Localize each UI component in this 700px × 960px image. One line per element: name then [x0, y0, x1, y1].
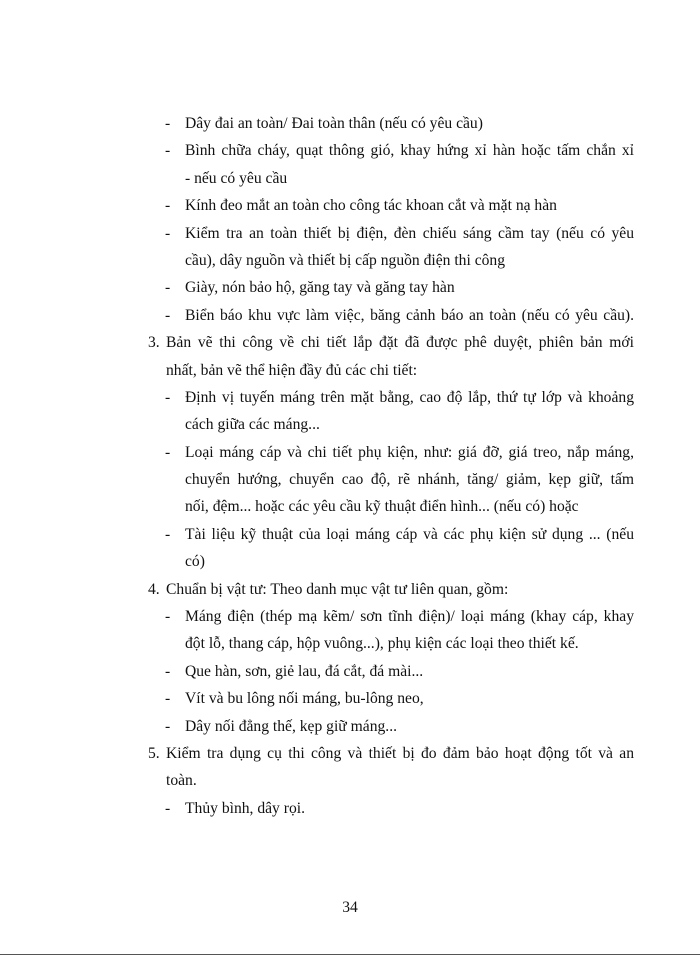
- line-text: Bình chữa cháy, quạt thông gió, khay hứng xỉ hàn hoặc tấm chắn xỉ: [185, 142, 634, 160]
- line-text: cầu), dây nguồn và thiết bị cấp nguồn điện thi công: [185, 251, 506, 269]
- bullet-item: [148, 521, 634, 548]
- bullet-item: [148, 713, 634, 740]
- line-text: toàn.: [166, 772, 197, 790]
- numbered-item: [148, 740, 634, 767]
- line-text: Kính đeo mắt an toàn cho công tác khoan cắt và mặt nạ hàn: [185, 197, 557, 215]
- bullet-item: [148, 685, 634, 712]
- continuation-line: [148, 493, 634, 520]
- bullet-dash: -: [165, 717, 171, 735]
- bullet-item: [148, 274, 634, 301]
- bullet-dash: -: [165, 306, 171, 324]
- bullet-item: [148, 658, 634, 685]
- continuation-line: [148, 767, 634, 794]
- bullet-dash: -: [165, 443, 171, 461]
- line-text: Kiểm tra dụng cụ thi công và thiết bị đo đảm bảo hoạt động tốt và an: [166, 744, 634, 762]
- numbered-item: [148, 576, 634, 603]
- bullet-dash: -: [165, 690, 171, 708]
- numbered-item: [148, 329, 634, 356]
- line-text: - nếu có yêu cầu: [185, 169, 288, 187]
- line-text: Dây đai an toàn/ Đai toàn thân (nếu có yêu cầu): [185, 115, 483, 132]
- item-number: 4.: [148, 580, 160, 598]
- line-text: nhất, bản vẽ thể hiện đầy đủ các chi tiết:: [166, 361, 418, 379]
- bullet-dash: -: [165, 142, 171, 160]
- line-text: Vít và bu lông nối máng, bu-lông neo,: [185, 690, 424, 708]
- bullet-item: [148, 220, 634, 247]
- line-text: Loại máng cáp và chi tiết phụ kiện, như: giá đỡ, giá treo, nắp máng,: [185, 443, 634, 461]
- line-text: cách giữa các máng...: [185, 416, 320, 434]
- line-text: Bản vẽ thi công về chi tiết lắp đặt đã được phê duyệt, phiên bản mới: [166, 334, 634, 352]
- page-bottom-rule: [0, 954, 700, 955]
- bullet-dash: -: [165, 662, 171, 680]
- line-text: Máng điện (thép mạ kẽm/ sơn tĩnh điện)/ loại máng (khay cáp, khay: [185, 608, 634, 626]
- item-number: 3.: [148, 334, 160, 352]
- continuation-line: [148, 548, 634, 575]
- continuation-line: [148, 357, 634, 384]
- page-number: 34: [342, 899, 358, 916]
- bullet-item: [148, 137, 634, 164]
- bullet-dash: -: [165, 279, 171, 297]
- line-text: Kiểm tra an toàn thiết bị điện, đèn chiếu sáng cầm tay (nếu có yêu: [185, 224, 634, 242]
- bullet-dash: -: [165, 388, 171, 406]
- bullet-item: [148, 603, 634, 630]
- bullet-dash: -: [165, 608, 171, 626]
- continuation-line: [148, 247, 634, 274]
- bullet-dash: -: [165, 799, 171, 817]
- line-text: Tài liệu kỹ thuật của loại máng cáp và các phụ kiện sử dụng ... (nếu: [185, 525, 634, 543]
- bullet-item: [148, 192, 634, 219]
- bullet-item: [148, 384, 634, 411]
- line-text: đột lỗ, thang cáp, hộp vuông...), phụ kiện các loại theo thiết kế.: [185, 635, 579, 653]
- bullet-dash: -: [165, 525, 171, 543]
- bullet-item: [148, 302, 634, 329]
- line-text: chuyển hướng, chuyển cao độ, rẽ nhánh, tăng/ giảm, kẹp giữ, tấm: [185, 471, 634, 489]
- page-body: [148, 110, 634, 822]
- line-text: Thủy bình, dây rọi.: [185, 799, 305, 817]
- line-text: Biển báo khu vực làm việc, băng cảnh báo an toàn (nếu có yêu cầu).: [185, 306, 634, 324]
- item-number: 5.: [148, 744, 160, 762]
- line-text: Giày, nón bảo hộ, găng tay và găng tay hàn: [185, 279, 455, 297]
- line-text: Que hàn, sơn, giẻ lau, đá cắt, đá mài...: [185, 662, 424, 680]
- line-text: có): [185, 553, 205, 571]
- line-text: nối, đệm... hoặc các yêu cầu kỹ thuật điển hình... (nếu có) hoặc: [185, 498, 579, 516]
- bullet-item: [148, 439, 634, 466]
- continuation-line: [148, 630, 634, 657]
- line-text: Chuẩn bị vật tư: Theo danh mục vật tư liên quan, gồm:: [166, 580, 509, 598]
- bullet-dash: -: [165, 224, 171, 242]
- bullet-item: [148, 795, 634, 822]
- bullet-item: [148, 110, 634, 137]
- line-text: Dây nối đẳng thế, kẹp giữ máng...: [185, 717, 397, 735]
- continuation-line: [148, 165, 634, 192]
- continuation-line: [148, 466, 634, 493]
- bullet-dash: -: [165, 197, 171, 215]
- bullet-dash: -: [165, 115, 171, 132]
- line-text: Định vị tuyến máng trên mặt bằng, cao độ lắp, thứ tự lớp và khoảng: [185, 388, 634, 406]
- continuation-line: [148, 411, 634, 438]
